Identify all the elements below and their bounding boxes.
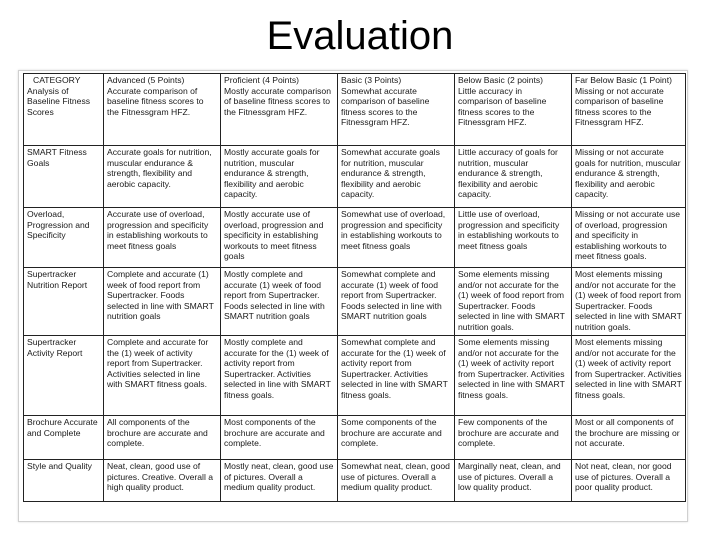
level-heading: Far Below Basic (1 Point) bbox=[575, 75, 672, 85]
rubric-cell: Mostly accurate goals for nutrition, muscular endurance & strength, flexibility and aerobic capacity. bbox=[221, 146, 338, 208]
rubric-cell: Accurate goals for nutrition, muscular endurance & strength, flexibility and aerobic capacity. bbox=[104, 146, 221, 208]
rubric-cell-text: Missing or not accurate comparison of baseline fitness scores to the Fitnessgram HFZ. bbox=[575, 85, 664, 128]
rubric-row bbox=[24, 336, 686, 416]
rubric-row bbox=[24, 460, 686, 502]
rubric-cell: Few components of the brochure are accurate and complete. bbox=[455, 416, 572, 460]
rubric-cell: Little use of overload, progression and specificity in establishing workouts to meet fitness goals bbox=[455, 208, 572, 268]
rubric-cell: Mostly accurate use of overload, progression and specificity in establishing workouts to meet fitness goals bbox=[221, 208, 338, 268]
rubric-cell: Somewhat use of overload, progression and specificity in establishing workouts to meet fitness goals bbox=[338, 208, 455, 268]
rubric-cell: Neat, clean, good use of pictures. Creative. Overall a high quality product. bbox=[104, 460, 221, 502]
row-category-label: SMART Fitness Goals bbox=[24, 146, 104, 208]
rubric-cell: Missing or not accurate use of overload, progression and specificity in establishing workouts to meet fitness goals. bbox=[572, 208, 686, 268]
rubric-cell: Most or all components of the brochure are missing or not accurate. bbox=[572, 416, 686, 460]
level-cell-far-below-basic bbox=[572, 74, 686, 146]
rubric-row bbox=[24, 208, 686, 268]
rubric-cell: Somewhat accurate goals for nutrition, muscular endurance & strength, flexibility and aerobic capacity. bbox=[338, 146, 455, 208]
rubric-cell: Somewhat complete and accurate for the (1) week of activity report from Supertracker. Activities selected in line with SMART fitness goals. bbox=[338, 336, 455, 416]
row-category-label: Style and Quality bbox=[24, 460, 104, 502]
rubric-cell: Complete and accurate (1) week of food report from Supertracker. Foods selected in line with SMART nutrition goals bbox=[104, 268, 221, 336]
rubric-cell: Somewhat neat, clean, good use of pictures. Overall a medium quality product. bbox=[338, 460, 455, 502]
level-heading: Basic (3 Points) bbox=[341, 75, 402, 85]
row-category-label: Overload, Progression and Specificity bbox=[24, 208, 104, 268]
rubric-cell: Little accuracy of goals for nutrition, muscular endurance & strength, flexibility and aerobic capacity. bbox=[455, 146, 572, 208]
row-category-label: Supertracker Nutrition Report bbox=[24, 268, 104, 336]
rubric-cell-text: Mostly accurate comparison of baseline fitness scores to the Fitnessgram HFZ. bbox=[224, 85, 331, 117]
rubric-cell: Most elements missing and/or not accurate for the (1) week of activity report from Supertracker. Activities selected in line with SMART fitness goals. bbox=[572, 336, 686, 416]
level-cell-below-basic bbox=[455, 74, 572, 146]
rubric-cell: Mostly complete and accurate (1) week of food report from Supertracker. Foods selected in line with SMART nutrition goals bbox=[221, 268, 338, 336]
level-heading: Below Basic (2 points) bbox=[458, 75, 544, 85]
row-category-label: Analysis of Baseline Fitness Scores bbox=[27, 85, 91, 117]
rubric-header-row bbox=[24, 74, 686, 146]
rubric-cell: Some elements missing and/or not accurate for the (1) week of activity report from Supertracker. Activities selected in line with SMART fitness goals. bbox=[455, 336, 572, 416]
slide-title: Evaluation bbox=[266, 14, 454, 58]
rubric-row bbox=[24, 268, 686, 336]
rubric-cell: Somewhat complete and accurate (1) week of food report from Supertracker. Foods selected in line with SMART nutrition goals bbox=[338, 268, 455, 336]
level-cell-proficient bbox=[221, 74, 338, 146]
level-heading: Advanced (5 Points) bbox=[107, 75, 185, 85]
rubric-cell: Some components of the brochure are accurate and complete. bbox=[338, 416, 455, 460]
rubric-cell: Complete and accurate for the (1) week of activity report from Supertracker. Activities selected in line with SMART fitness goals. bbox=[104, 336, 221, 416]
rubric-row bbox=[24, 146, 686, 208]
rubric-cell: Some elements missing and/or not accurate for the (1) week of food report from Supertracker. Foods selected in line with SMART nutrition goals. bbox=[455, 268, 572, 336]
level-cell-basic bbox=[338, 74, 455, 146]
rubric-cell: Accurate use of overload, progression and specificity in establishing workouts to meet fitness goals bbox=[104, 208, 221, 268]
rubric-cell-text: Little accuracy in comparison of baseline fitness scores to the Fitnessgram HFZ. bbox=[458, 85, 547, 128]
rubric-cell: All components of the brochure are accurate and complete. bbox=[104, 416, 221, 460]
level-heading: Proficient (4 Points) bbox=[224, 75, 299, 85]
rubric-cell: Mostly neat, clean, good use of pictures. Overall a medium quality product. bbox=[221, 460, 338, 502]
rubric-table bbox=[23, 73, 686, 502]
rubric-row bbox=[24, 416, 686, 460]
rubric-cell: Missing or not accurate goals for nutrition, muscular endurance & strength, flexibility and aerobic capacity. bbox=[572, 146, 686, 208]
rubric-cell: Most components of the brochure are accurate and complete. bbox=[221, 416, 338, 460]
rubric-cell-text: Accurate comparison of baseline fitness scores to the Fitnessgram HFZ. bbox=[107, 85, 204, 117]
rubric-cell: Not neat, clean, nor good use of pictures. Overall a poor quality product. bbox=[572, 460, 686, 502]
header-category-cell bbox=[24, 74, 104, 146]
rubric-cell: Most elements missing and/or not accurate for the (1) week of food report from Supertracker. Foods selected in line with SMART nutrition goals. bbox=[572, 268, 686, 336]
rubric-cell: Mostly complete and accurate for the (1) week of activity report from Supertracker. Activities selected in line with SMART fitness goals. bbox=[221, 336, 338, 416]
category-heading: CATEGORY bbox=[33, 75, 81, 85]
rubric-cell: Marginally neat, clean, and use of pictures. Overall a low quality product. bbox=[455, 460, 572, 502]
rubric-cell-text: Somewhat accurate comparison of baseline fitness scores to the Fitnessgram HFZ. bbox=[341, 85, 430, 128]
level-cell-advanced bbox=[104, 74, 221, 146]
row-category-label: Supertracker Activity Report bbox=[24, 336, 104, 416]
rubric-image-frame bbox=[18, 70, 688, 522]
row-category-label: Brochure Accurate and Complete bbox=[24, 416, 104, 460]
